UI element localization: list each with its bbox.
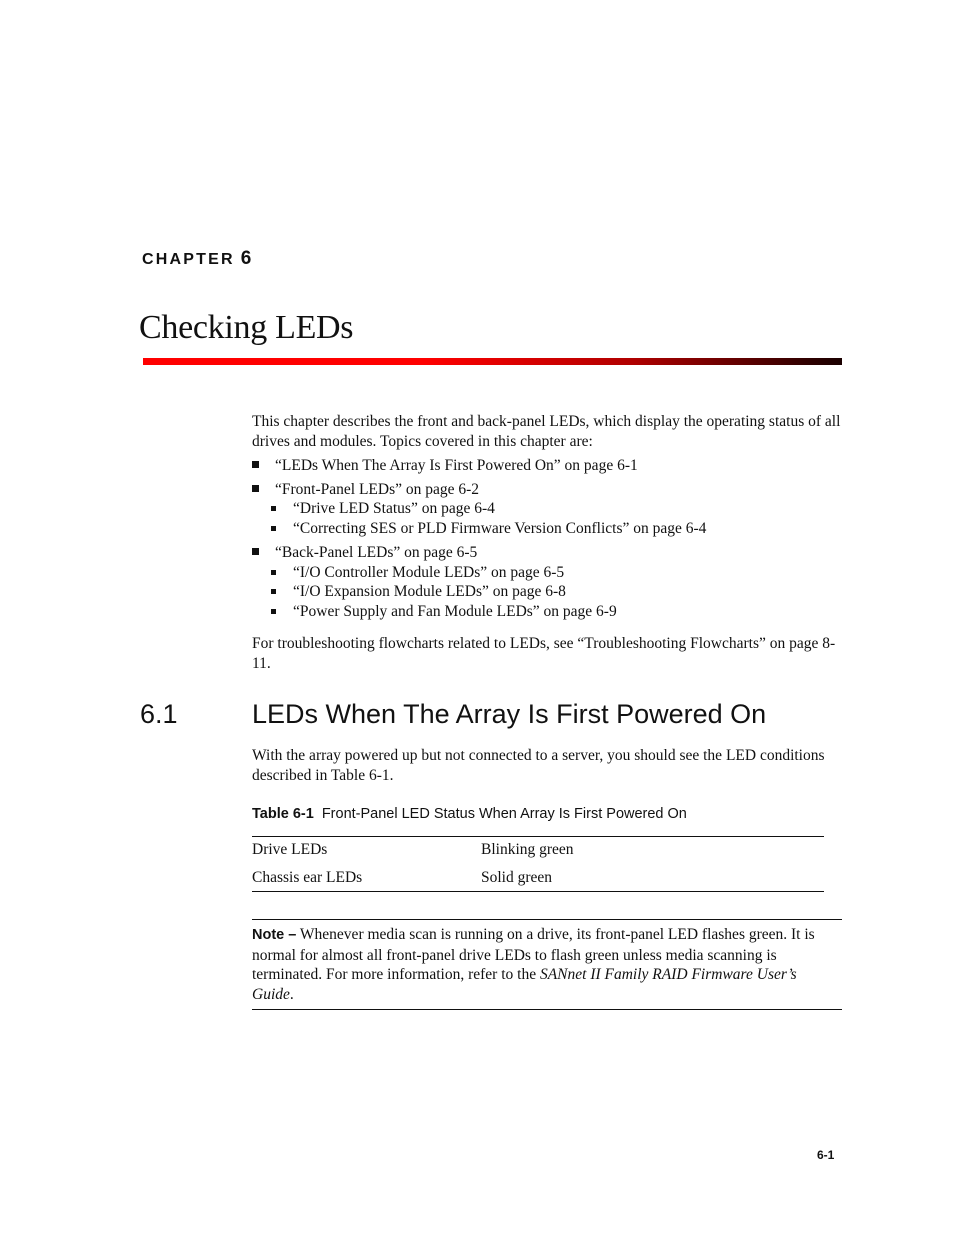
note-bottom-rule [252,1009,842,1010]
table-bottom-rule [252,891,824,892]
table-cell-status: Solid green [481,869,553,886]
table-cell-led: Chassis ear LEDs [252,869,363,886]
note-box: Note – Whenever media scan is running on a drive, its front-panel LED flashes green. It is normal for almost all front-panel drive LEDs to flash green unless media scanning is terminated. For more information, refer to the SANnet II Family RAID Firmware User’s Guide. [252,926,815,1003]
table-cell-status: Blinking green [481,841,574,858]
flowchart-reference: For troubleshooting flowcharts related to LEDs, see “Troubleshooting Flowcharts” on page 8-11. [252,635,836,672]
title-rule-divider [143,358,842,365]
section-title: LEDs When The Array Is First Powered On [252,699,767,729]
table-caption [252,806,687,822]
bullet-icon [271,526,276,531]
bullet-icon [271,506,276,511]
topic-link[interactable]: “Front-Panel LEDs” on page 6-2 [252,480,479,499]
chapter-number: 6 [240,248,252,269]
table-cell-led: Drive LEDs [252,841,328,858]
bullet-icon [252,485,259,492]
bullet-icon [271,589,276,594]
chapter-label [142,248,251,270]
intro-paragraph: This chapter describes the front and back-panel LEDs, which display the operating status of all drives and modules. Topics covered in this chapter are: [252,413,841,450]
subtopic-link[interactable]: “Correcting SES or PLD Firmware Version Conflicts” on page 6-4 [271,519,706,538]
subtopic-link[interactable]: “I/O Controller Module LEDs” on page 6-5 [271,563,564,582]
note-text: Whenever media scan is running on a drive, its front-panel LED flashes green. It is normal for almost all front-panel drive LEDs to flash green unless media scanning is terminated. For more information, refer to the [252,926,815,983]
note-book-title: SANnet II Family RAID Firmware User’s Guide [252,966,797,1003]
table-caption-label: Table 6-1 [252,806,314,822]
note-top-rule [252,919,842,920]
subtopic-link[interactable]: “Drive LED Status” on page 6-4 [271,499,495,518]
bullet-icon [252,461,259,468]
topic-link[interactable]: “Back-Panel LEDs” on page 6-5 [252,543,477,562]
chapter-word: CHAPTER [142,251,235,268]
table-caption-text: Front-Panel LED Status When Array Is First Powered On [321,806,687,822]
bullet-icon [252,548,259,555]
topic-link[interactable]: “LEDs When The Array Is First Powered On” on page 6-1 [252,456,638,475]
section-number: 6.1 [140,699,178,729]
table-top-rule [252,836,824,837]
subtopic-link[interactable]: “I/O Expansion Module LEDs” on page 6-8 [271,582,566,601]
subtopic-link[interactable]: “Power Supply and Fan Module LEDs” on page 6-9 [271,602,617,621]
chapter-title: Checking LEDs [139,309,354,346]
bullet-icon [271,609,276,614]
section-paragraph: With the array powered up but not connected to a server, you should see the LED conditions described in Table 6-1. [252,747,825,784]
note-label: Note – [252,927,297,943]
bullet-icon [271,570,276,575]
page-number: 6-1 [817,1148,835,1162]
